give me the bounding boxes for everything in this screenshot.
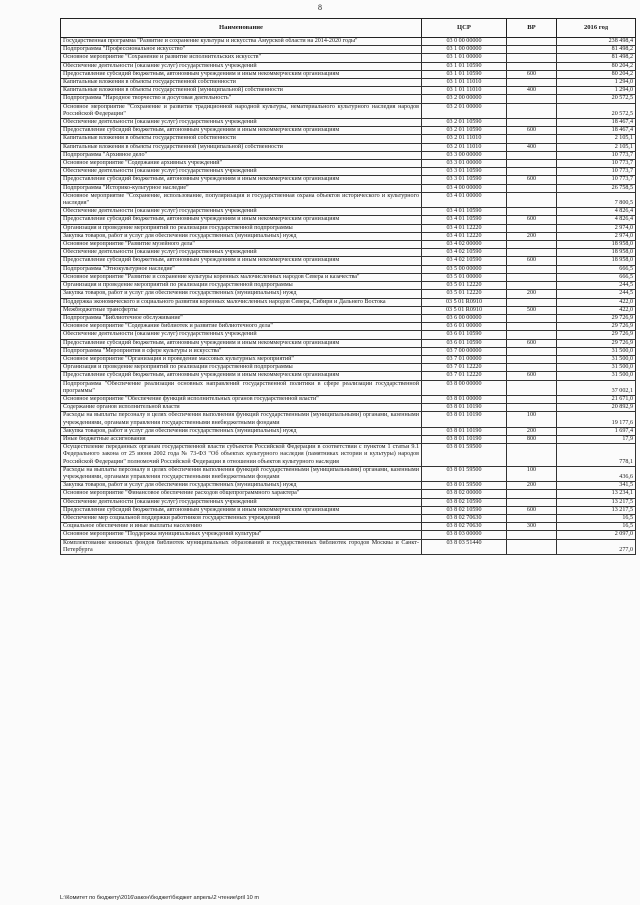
row-name-cell: Подпрограмма "Обеспечение реализации основных направлений государственной политики в сфере реализации государственной программы" [61,380,422,395]
table-row [61,241,636,249]
row-vr-cell [507,539,557,554]
row-sum-cell: 422,0 [557,298,636,306]
row-vr-cell [507,298,557,306]
row-sum-cell: 2 105,1 [557,143,636,151]
row-name-cell: Подпрограмма "Библиотечное обслуживание" [61,314,422,322]
row-sum-cell: 666,5 [557,273,636,281]
row-vr-cell [507,54,557,62]
row-name-cell: Капитальные вложения в объекты государственной собственности [61,79,422,87]
row-vr-cell [507,347,557,355]
row-sum-cell: 4 826,4 [557,208,636,216]
row-vr-cell: 600 [507,257,557,265]
table-row [61,103,636,118]
table-row [61,224,636,232]
row-csr-cell: 03 1 01 11010 [422,79,507,87]
row-name-cell: Закупка товаров, работ и услуг для обеспечения государственных (муниципальных) нужд [61,482,422,490]
row-name-cell: Основное мероприятие "Содержание библиотек и развитие библиотечного дела" [61,323,422,331]
row-vr-cell [507,314,557,322]
row-csr-cell: 03 1 01 10590 [422,62,507,70]
row-csr-cell: 03 8 01 10190 [422,435,507,443]
row-vr-cell [507,323,557,331]
row-csr-cell: 03 2 01 11010 [422,135,507,143]
row-csr-cell: 03 4 01 10590 [422,208,507,216]
row-name-cell: Предоставление субсидий бюджетным, автономным учреждениям и иным некоммерческим организациям [61,127,422,135]
row-vr-cell [507,531,557,539]
row-csr-cell: 03 8 02 70630 [422,514,507,522]
row-sum-cell: 2 097,0 [557,531,636,539]
row-sum-cell: 18 958,0 [557,257,636,265]
table-row [61,54,636,62]
row-sum-cell: 20 892,9 [557,404,636,412]
row-sum-cell: 2 974,0 [557,232,636,240]
row-sum-cell: 17,9 [557,435,636,443]
row-sum-cell: 1 697,4 [557,427,636,435]
row-sum-cell: 10 773,7 [557,151,636,159]
row-csr-cell: 03 8 02 10590 [422,506,507,514]
row-vr-cell [507,95,557,103]
row-vr-cell [507,364,557,372]
row-name-cell: Подпрограмма "Мероприятия в сфере культуры и искусства" [61,347,422,355]
row-name-cell: Обеспечение деятельности (оказание услуг) государственных учреждений [61,168,422,176]
row-name-cell: Межбюджетные трансферты [61,306,422,314]
row-csr-cell: 03 8 02 70630 [422,523,507,531]
row-vr-cell [507,224,557,232]
row-csr-cell: 03 6 01 10590 [422,339,507,347]
row-csr-cell: 03 8 01 59500 [422,466,507,481]
row-name-cell: Предоставление субсидий бюджетным, автономным учреждениям и иным некоммерческим организациям [61,339,422,347]
table-row [61,160,636,168]
row-sum-cell: 341,5 [557,482,636,490]
row-sum-cell: 19 177,6 [557,412,636,427]
row-name-cell: Капитальные вложения в объекты государственной (муниципальной) собственности [61,143,422,151]
table-row [61,79,636,87]
row-csr-cell: 03 6 01 00000 [422,323,507,331]
row-vr-cell [507,184,557,192]
row-csr-cell: 03 8 00 00000 [422,380,507,395]
row-vr-cell: 200 [507,427,557,435]
row-name-cell: Основное мероприятие "Поддержка муниципальных учреждений культуры" [61,531,422,539]
table-row [61,364,636,372]
row-sum-cell: 29 726,9 [557,323,636,331]
row-vr-cell: 100 [507,466,557,481]
row-vr-cell [507,380,557,395]
row-csr-cell: 03 5 01 00000 [422,273,507,281]
table-row [61,395,636,403]
row-vr-cell: 800 [507,435,557,443]
row-name-cell: Подпрограмма "Профессиональное искусство" [61,46,422,54]
row-csr-cell: 03 1 01 10590 [422,70,507,78]
row-csr-cell: 03 5 01 R0910 [422,306,507,314]
table-row [61,265,636,273]
row-vr-cell [507,514,557,522]
row-vr-cell [507,46,557,54]
row-vr-cell [507,265,557,273]
row-name-cell: Основное мероприятие "Сохранение, использование, популяризация и государственная охрана объектов исторического и культурного наследия" [61,192,422,207]
row-name-cell: Подпрограмма "Этнокультурное наследие" [61,265,422,273]
row-sum-cell: 18 467,4 [557,127,636,135]
row-csr-cell: 03 2 01 00000 [422,103,507,118]
row-name-cell: Обеспечение деятельности (оказание услуг) государственных учреждений [61,498,422,506]
row-vr-cell [507,119,557,127]
header-csr: ЦСР [422,19,507,38]
row-name-cell: Основное мероприятие "Организация и проведение массовых культурных мероприятий" [61,355,422,363]
row-sum-cell: 80 204,2 [557,62,636,70]
row-csr-cell: 03 4 02 10590 [422,257,507,265]
row-name-cell: Социальное обеспечение и иные выплаты населению [61,523,422,531]
row-sum-cell: 29 726,9 [557,314,636,322]
row-sum-cell: 18 958,0 [557,241,636,249]
row-vr-cell: 600 [507,127,557,135]
row-vr-cell: 600 [507,176,557,184]
row-name-cell: Поддержка экономического и социального развития коренных малочисленных народов Севера, Сибири и Дальнего Востока [61,298,422,306]
row-csr-cell: 03 3 00 00000 [422,151,507,159]
row-vr-cell: 200 [507,290,557,298]
row-vr-cell: 600 [507,216,557,224]
table-body [61,38,636,555]
table-row [61,298,636,306]
row-csr-cell: 03 4 02 00000 [422,241,507,249]
row-csr-cell: 03 4 00 00000 [422,184,507,192]
row-sum-cell: 1 294,0 [557,87,636,95]
row-csr-cell: 03 7 00 00000 [422,347,507,355]
row-csr-cell: 03 8 01 00000 [422,395,507,403]
row-sum-cell: 2 105,1 [557,135,636,143]
row-name-cell: Предоставление субсидий бюджетным, автономным учреждениям и иным некоммерческим организациям [61,257,422,265]
row-csr-cell: 03 2 01 11010 [422,143,507,151]
row-sum-cell: 29 726,9 [557,339,636,347]
row-csr-cell: 03 5 01 R0910 [422,298,507,306]
table-row [61,208,636,216]
table-row [61,523,636,531]
row-name-cell: Иные бюджетные ассигнования [61,435,422,443]
row-vr-cell [507,168,557,176]
row-vr-cell: 200 [507,482,557,490]
row-sum-cell: 778,1 [557,444,636,467]
row-vr-cell: 500 [507,306,557,314]
row-sum-cell: 20 572,5 [557,95,636,103]
row-name-cell: Предоставление субсидий бюджетным, автономным учреждениям и иным некоммерческим организациям [61,176,422,184]
row-vr-cell [507,498,557,506]
row-name-cell: Основное мероприятие "Содержание архивных учреждений" [61,160,422,168]
row-csr-cell: 03 4 01 10590 [422,216,507,224]
table-row [61,531,636,539]
row-sum-cell: 666,5 [557,265,636,273]
table-row [61,372,636,380]
row-sum-cell: 10 773,7 [557,176,636,184]
table-row [61,355,636,363]
row-name-cell: Обеспечение деятельности (оказание услуг) государственных учреждений [61,208,422,216]
row-sum-cell: 26 758,5 [557,184,636,192]
row-vr-cell: 600 [507,70,557,78]
row-name-cell: Расходы на выплаты персоналу в целях обеспечения выполнения функций государственными (муниципальными) органами, казенными учреждениями, органами управления государственными внебюджетными фондами [61,412,422,427]
header-vr: ВР [507,19,557,38]
row-csr-cell: 03 8 01 10190 [422,412,507,427]
row-sum-cell: 277,0 [557,539,636,554]
header-sum: 2016 год [557,19,636,38]
row-vr-cell [507,249,557,257]
row-csr-cell: 03 8 01 10190 [422,427,507,435]
table-row [61,62,636,70]
row-sum-cell: 31 500,0 [557,364,636,372]
row-csr-cell: 03 7 01 12220 [422,372,507,380]
row-name-cell: Закупка товаров, работ и услуг для обеспечения государственных (муниципальных) нужд [61,290,422,298]
row-sum-cell: 13 234,1 [557,490,636,498]
table-row [61,347,636,355]
row-csr-cell: 03 8 02 00000 [422,490,507,498]
row-name-cell: Основное мероприятие "Развитие и сохранение культуры коренных малочисленных народов Севера и казачества" [61,273,422,281]
row-sum-cell: 81 498,2 [557,46,636,54]
row-csr-cell: 03 8 01 59500 [422,482,507,490]
file-path-footer: L:\Комитет по бюджету\2016\закон\бюджет\бюджет апрель\2 чтение\pril 10 m [60,895,259,901]
table-row [61,539,636,554]
row-csr-cell: 03 5 01 12220 [422,290,507,298]
row-sum-cell: 10 773,7 [557,160,636,168]
row-vr-cell [507,103,557,118]
row-sum-cell: 29 726,9 [557,331,636,339]
table-row [61,482,636,490]
row-vr-cell [507,444,557,467]
table-row [61,95,636,103]
table-row [61,257,636,265]
row-vr-cell [507,282,557,290]
row-csr-cell: 03 6 01 10590 [422,331,507,339]
row-vr-cell [507,79,557,87]
row-csr-cell: 03 1 01 11010 [422,87,507,95]
row-vr-cell: 400 [507,143,557,151]
row-csr-cell: 03 3 01 10590 [422,176,507,184]
row-vr-cell: 600 [507,506,557,514]
row-name-cell: Предоставление субсидий бюджетным, автономным учреждениям и иным некоммерческим организациям [61,70,422,78]
table-row [61,290,636,298]
table-row [61,151,636,159]
row-name-cell: Подпрограмма "Историко-культурное наследие" [61,184,422,192]
table-row [61,232,636,240]
row-vr-cell [507,395,557,403]
row-sum-cell: 10 773,7 [557,168,636,176]
table-row [61,444,636,467]
row-sum-cell: 16,5 [557,514,636,522]
row-name-cell: Обеспечение деятельности (оказание услуг) государственных учреждений [61,331,422,339]
table-row [61,38,636,46]
budget-table [60,18,636,555]
row-name-cell: Обеспечение деятельности (оказание услуг) государственных учреждений [61,119,422,127]
row-sum-cell: 244,5 [557,282,636,290]
row-vr-cell [507,355,557,363]
row-vr-cell [507,38,557,46]
table-row [61,168,636,176]
row-name-cell: Расходы на выплаты персоналу в целях обеспечения выполнения функций государственными (муниципальными) органами, казенными учреждениями, органами управления государственными внебюджетными фондами [61,466,422,481]
table-row [61,282,636,290]
row-name-cell: Предоставление субсидий бюджетным, автономным учреждениям и иным некоммерческим организациям [61,216,422,224]
row-csr-cell: 03 4 01 00000 [422,192,507,207]
row-sum-cell: 20 572,5 [557,103,636,118]
table-row [61,70,636,78]
row-vr-cell: 400 [507,87,557,95]
row-name-cell: Подпрограмма "Народное творчество и досуговая деятельность" [61,95,422,103]
row-sum-cell: 238 498,4 [557,38,636,46]
table-row [61,435,636,443]
row-sum-cell: 13 217,5 [557,506,636,514]
row-csr-cell: 03 4 01 12220 [422,232,507,240]
row-csr-cell: 03 7 01 12220 [422,364,507,372]
row-csr-cell: 03 2 01 10590 [422,127,507,135]
row-sum-cell: 16,5 [557,523,636,531]
row-vr-cell [507,208,557,216]
row-sum-cell: 422,0 [557,306,636,314]
table-row [61,412,636,427]
header-name: Наименование [61,19,422,38]
row-sum-cell: 81 498,2 [557,54,636,62]
table-row [61,314,636,322]
row-csr-cell: 03 4 02 10590 [422,249,507,257]
row-csr-cell: 03 8 03 00000 [422,531,507,539]
row-vr-cell: 100 [507,412,557,427]
row-csr-cell: 03 8 03 51440 [422,539,507,554]
row-sum-cell: 2 974,0 [557,224,636,232]
table-row [61,127,636,135]
table-row [61,273,636,281]
table-row [61,380,636,395]
row-csr-cell: 03 2 00 00000 [422,95,507,103]
row-name-cell: Содержание органов исполнительной власти [61,404,422,412]
row-sum-cell: 31 500,0 [557,347,636,355]
row-vr-cell [507,135,557,143]
row-name-cell: Государственная программа "Развитие и сохранение культуры и искусства Амурской области на 2014-2020 годы" [61,38,422,46]
row-vr-cell [507,62,557,70]
row-vr-cell [507,241,557,249]
row-csr-cell: 03 8 01 59500 [422,444,507,467]
row-name-cell: Предоставление субсидий бюджетным, автономным учреждениям и иным некоммерческим организациям [61,372,422,380]
row-name-cell: Основное мероприятие "Сохранение и развитие традиционной народной культуры, нематериального культурного наследия народов Российской Федерации" [61,103,422,118]
row-name-cell: Основное мероприятие "Финансовое обеспечение расходов общепрограммного характера" [61,490,422,498]
row-vr-cell: 300 [507,523,557,531]
row-name-cell: Комплектование книжных фондов библиотек муниципальных образований и государственных библиотек городов Москвы и Санкт-Петербурга [61,539,422,554]
row-name-cell: Основное мероприятие "Развитие музейного дела" [61,241,422,249]
row-sum-cell: 31 500,0 [557,355,636,363]
row-vr-cell [507,404,557,412]
row-csr-cell: 03 7 01 00000 [422,355,507,363]
row-vr-cell: 600 [507,339,557,347]
row-sum-cell: 13 217,5 [557,498,636,506]
table-row [61,249,636,257]
row-name-cell: Закупка товаров, работ и услуг для обеспечения государственных (муниципальных) нужд [61,232,422,240]
table-row [61,176,636,184]
row-csr-cell: 03 8 02 10590 [422,498,507,506]
row-name-cell: Обеспечение деятельности (оказание услуг) государственных учреждений [61,62,422,70]
table-row [61,87,636,95]
row-name-cell: Закупка товаров, работ и услуг для обеспечения государственных (муниципальных) нужд [61,427,422,435]
table-row [61,184,636,192]
row-csr-cell: 03 1 01 00000 [422,54,507,62]
row-csr-cell: 03 4 01 12220 [422,224,507,232]
table-row [61,339,636,347]
row-name-cell: Организация и проведение мероприятий по реализации государственной подпрограммы [61,224,422,232]
table-row [61,135,636,143]
table-row [61,404,636,412]
table-row [61,514,636,522]
row-sum-cell: 1 294,0 [557,79,636,87]
table-header-row [61,19,636,38]
row-name-cell: Капитальные вложения в объекты государственной собственности [61,135,422,143]
row-csr-cell: 03 5 00 00000 [422,265,507,273]
row-name-cell: Предоставление субсидий бюджетным, автономным учреждениям и иным некоммерческим организациям [61,506,422,514]
row-name-cell: Организация и проведение мероприятий по реализации государственной подпрограммы [61,364,422,372]
row-name-cell: Осуществление переданных органам государственной власти субъектов Российской Федерации в соответствии с пунктом 1 статьи 9.1 Федерального закона от 25 июня 2002 года № 73-ФЗ "Об объектах культурного наследия (памятниках истории и культуры) народов Российской Федерации" полномочий Российской Федерации в отношении объектов культурного наследия [61,444,422,467]
table-row [61,46,636,54]
row-vr-cell [507,192,557,207]
row-name-cell: Обеспечение мер социальной поддержки работников государственных учреждений [61,514,422,522]
row-vr-cell: 600 [507,372,557,380]
row-csr-cell: 03 5 01 12220 [422,282,507,290]
row-csr-cell: 03 6 00 00000 [422,314,507,322]
table-row [61,216,636,224]
row-csr-cell: 03 3 01 10590 [422,168,507,176]
table-row [61,119,636,127]
row-sum-cell: 21 671,0 [557,395,636,403]
row-vr-cell [507,331,557,339]
row-csr-cell: 03 3 01 00000 [422,160,507,168]
table-row [61,331,636,339]
row-vr-cell [507,151,557,159]
row-sum-cell: 37 002,1 [557,380,636,395]
row-name-cell: Обеспечение деятельности (оказание услуг) государственных учреждений [61,249,422,257]
table-row [61,506,636,514]
row-sum-cell: 244,5 [557,290,636,298]
table-row [61,192,636,207]
table-row [61,143,636,151]
table-row [61,323,636,331]
row-sum-cell: 31 500,0 [557,372,636,380]
row-sum-cell: 4 826,4 [557,216,636,224]
row-vr-cell: 200 [507,232,557,240]
row-sum-cell: 436,6 [557,466,636,481]
row-sum-cell: 7 800,5 [557,192,636,207]
table-row [61,490,636,498]
row-csr-cell: 03 2 01 10590 [422,119,507,127]
row-name-cell: Основное мероприятие "Сохранение и развитие исполнительских искусств" [61,54,422,62]
table-row [61,498,636,506]
row-sum-cell: 18 958,0 [557,249,636,257]
row-csr-cell: 03 0 00 00000 [422,38,507,46]
row-vr-cell [507,160,557,168]
row-name-cell: Основное мероприятие "Обеспечение функций исполнительных органов государственной власти" [61,395,422,403]
row-name-cell: Организация и проведение мероприятий по реализации государственной подпрограммы [61,282,422,290]
row-name-cell: Капитальные вложения в объекты государственной (муниципальной) собственности [61,87,422,95]
row-sum-cell: 80 204,2 [557,70,636,78]
table-row [61,466,636,481]
page-number: 8 [318,3,322,12]
row-csr-cell: 03 8 01 10190 [422,404,507,412]
table-row [61,427,636,435]
row-csr-cell: 03 1 00 00000 [422,46,507,54]
row-sum-cell: 18 467,4 [557,119,636,127]
row-vr-cell [507,490,557,498]
row-name-cell: Подпрограмма "Архивное дело" [61,151,422,159]
row-vr-cell [507,273,557,281]
table-row [61,306,636,314]
